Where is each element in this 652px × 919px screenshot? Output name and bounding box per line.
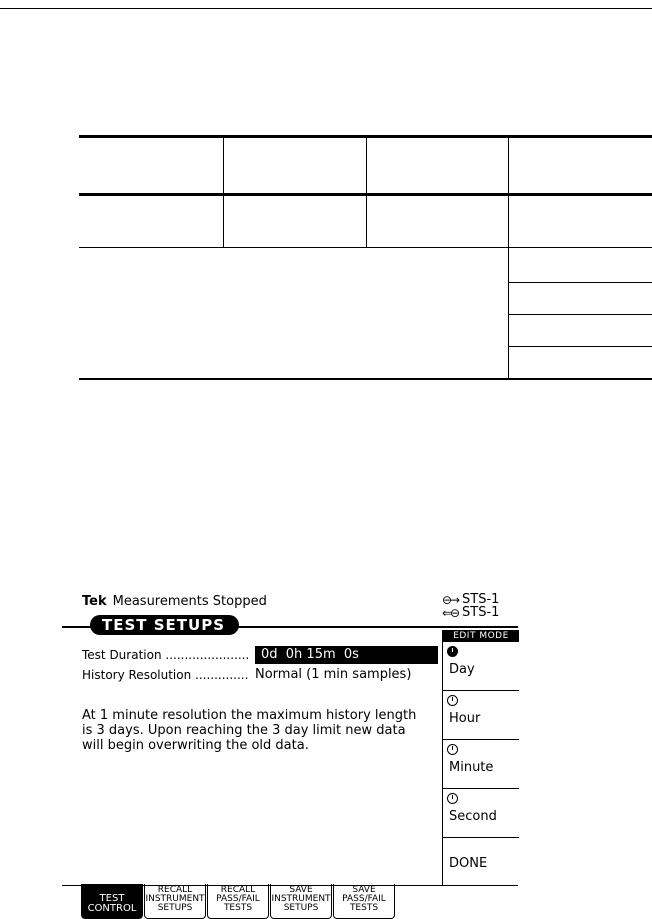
signal-in-indicator	[442, 605, 499, 620]
menu-label-line: SETUPS	[157, 903, 193, 913]
recall-instrument-setups-button[interactable]	[144, 884, 206, 919]
done-label: DONE	[449, 856, 488, 871]
menu-label-line: SAVE	[352, 885, 376, 895]
menu-label-line: TEST	[99, 893, 125, 904]
brand-label: Tek	[82, 594, 107, 609]
table-bottom-border	[79, 378, 652, 380]
blank-table	[79, 135, 652, 380]
test-duration-label: Test Duration ......................	[82, 648, 250, 662]
history-note: At 1 minute resolution the maximum history length is 3 days. Upon reaching the 3 day limit new data will begin overwriting the old data.	[82, 708, 417, 753]
history-resolution-label: History Resolution ..............	[82, 668, 249, 682]
signal-in-label: STS-1	[462, 605, 500, 620]
edit-mode-label: EDIT MODE	[443, 630, 519, 642]
done-button[interactable]	[443, 838, 519, 887]
side-menu	[442, 630, 518, 885]
menu-label-line: RECALL	[157, 885, 193, 895]
test-control-button[interactable]	[81, 884, 143, 919]
second-label: Second	[449, 809, 497, 824]
measurement-status: Measurements Stopped	[112, 594, 267, 609]
knob-icon	[447, 695, 458, 706]
second-button[interactable]	[443, 789, 519, 838]
day-label: Day	[449, 662, 475, 677]
menu-label-line: INSTRUMENT	[271, 894, 331, 904]
output-arrow-icon: ⊖→	[442, 592, 459, 607]
menu-label-line: PASS/FAIL	[216, 894, 260, 904]
menu-label-line: CONTROL	[87, 903, 137, 914]
test-duration-field[interactable]: 0d 0h 15m 0s	[255, 646, 438, 664]
hour-button[interactable]	[443, 691, 519, 740]
history-resolution-field[interactable]: Normal (1 min samples)	[255, 667, 412, 682]
hour-label: Hour	[449, 711, 481, 726]
table-row-border	[79, 247, 652, 248]
input-arrow-icon: ⇐⊖	[442, 605, 459, 620]
menu-label-line: SAVE	[289, 885, 313, 895]
menu-label-line: PASS/FAIL	[342, 894, 386, 904]
menu-label-line: SETUPS	[283, 903, 319, 913]
instrument-screen	[62, 588, 518, 892]
minute-button[interactable]	[443, 740, 519, 789]
knob-selected-icon	[447, 646, 458, 657]
menu-label-line: RECALL	[220, 885, 256, 895]
page-title: TEST SETUPS	[90, 615, 239, 635]
save-pass-fail-tests-button[interactable]	[333, 884, 395, 919]
page-top-rule	[0, 8, 652, 9]
recall-pass-fail-tests-button[interactable]	[207, 884, 269, 919]
table-column-border	[366, 135, 367, 247]
menu-label-line: TESTS	[223, 903, 253, 913]
menu-label-line: TESTS	[349, 903, 379, 913]
signal-out-label: STS-1	[462, 592, 500, 607]
table-column-border	[508, 135, 509, 380]
bottom-menu	[81, 884, 396, 919]
table-cell-border	[508, 314, 652, 315]
minute-label: Minute	[449, 760, 494, 775]
save-instrument-setups-button[interactable]	[270, 884, 332, 919]
table-column-border	[223, 135, 224, 247]
knob-icon	[447, 744, 458, 755]
knob-icon	[447, 793, 458, 804]
day-button[interactable]	[443, 642, 519, 691]
status-line	[82, 594, 267, 609]
table-cell-border	[508, 346, 652, 347]
table-cell-border	[508, 282, 652, 283]
menu-label-line: INSTRUMENT	[145, 894, 205, 904]
